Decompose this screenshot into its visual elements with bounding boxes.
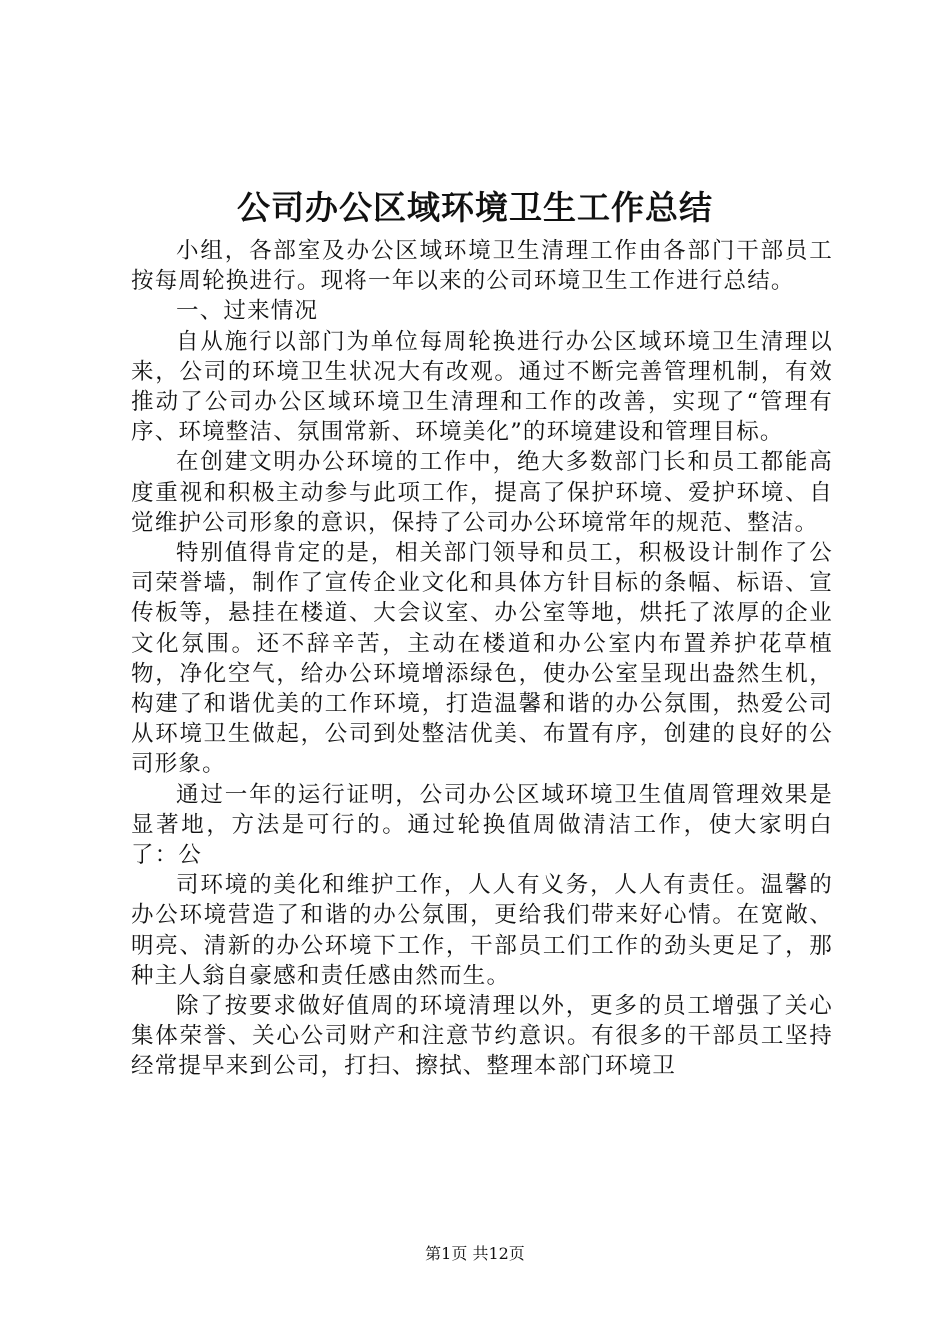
paragraph-responsibility: 司环境的美化和维护工作，人人有义务，人人有责任。温馨的办公环境营造了和谐的办公氛围，更给我们带来好心情。在宽敞、明亮、清新的办公环境下工作，干部员工们工作的劲头更足了，那种主人翁自豪感和责任感由然而生。 bbox=[131, 872, 833, 989]
paragraph-culture: 特别值得肯定的是，相关部门领导和员工，积极设计制作了公司荣誉墙，制作了宣传企业文化和具体方针目标的条幅、标语、宣传板等，悬挂在楼道、大会议室、办公室等地，烘托了浓厚的企业文化氛围。还不辞辛苦，主动在楼道和办公室内布置养护花草植物，净化空气，给办公环境增添绿色，使办公室呈现出盎然生机，构建了和谐优美的工作环境，打造温馨和谐的办公氛围，热爱公司从环境卫生做起，公司到处整洁优美、布置有序，创建的良好的公司形象。 bbox=[131, 540, 833, 778]
paragraph-improvement: 自从施行以部门为单位每周轮换进行办公区域环境卫生清理以来，公司的环境卫生状况大有改观。通过不断完善管理机制，有效推动了公司办公区域环境卫生清理和工作的改善，实现了“管理有序、环境整洁、氛围常新、环境美化”的环境建设和管理目标。 bbox=[131, 328, 833, 446]
document-title: 公司办公区域环境卫生工作总结 bbox=[237, 188, 713, 227]
paragraph-awareness: 在创建文明办公环境的工作中，绝大多数部门长和员工都能高度重视和积极主动参与此项工作，提高了保护环境、爱护环境、自觉维护公司形象的意识，保持了公司办公环境常年的规范、整洁。 bbox=[131, 449, 833, 536]
paragraph-intro: 小组，各部室及办公区域环境卫生清理工作由各部门干部员工按每周轮换进行。现将一年以来的公司环境卫生工作进行总结。 bbox=[131, 238, 833, 295]
paragraph-results: 通过一年的运行证明，公司办公区域环境卫生值周管理效果是显著地，方法是可行的。通过轮换值周做清洁工作，使大家明白了：公 bbox=[131, 781, 833, 869]
page-footer bbox=[0, 1243, 950, 1265]
page-number-label: 第1页 共12页 bbox=[425, 1244, 525, 1263]
section-heading-past-situation: 一、过来情况 bbox=[176, 298, 319, 325]
document-body bbox=[131, 236, 833, 1082]
paragraph-extra-effort: 除了按要求做好值周的环境清理以外，更多的员工增强了关心集体荣誉、关心公司财产和注意节约意识。有很多的干部员工坚持经常提早来到公司，打扫、擦拭、整理本部门环境卫 bbox=[131, 993, 833, 1080]
